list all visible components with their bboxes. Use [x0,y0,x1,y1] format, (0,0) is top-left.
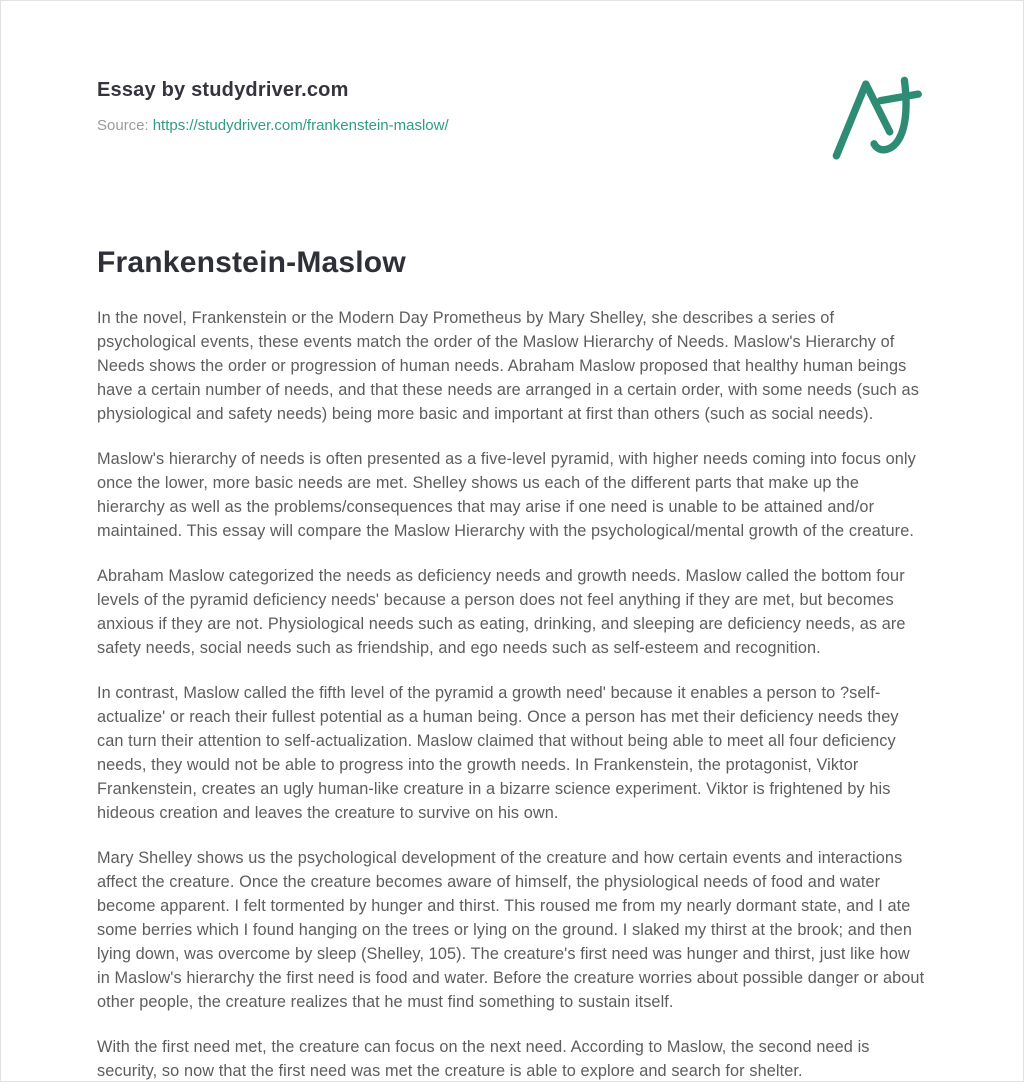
source-line [97,117,927,134]
document-header [97,79,927,134]
essay-paragraph: Mary Shelley shows us the psychological development of the creature and how certain events and interactions affect the creature. Once the creature becomes aware of himself, the physiological needs of food and water become apparent. I felt tormented by hunger and thirst. This roused me from my nearly dormant state, and I ate some berries which I found hanging on the trees or lying on the ground. I slaked my thirst at the brook; and then lying down, was overcome by sleep (Shelley, 105). The creature's first need was hunger and thirst, just like how in Maslow's hierarchy the first need is food and water. Before the creature worries about possible danger or about other people, the creature realizes that he must find something to sustain itself. [97,849,925,1011]
source-label: Source: [97,117,149,134]
studydriver-logo-icon [827,73,923,165]
essay-paragraph: Abraham Maslow categorized the needs as deficiency needs and growth needs. Maslow called the bottom four levels of the pyramid deficiency needs' because a person does not feel anything if they are met, but becomes anxious if they are not. Physiological needs such as eating, drinking, and sleeping are deficiency needs, as are safety needs, social needs such as friendship, and ego needs such as self-esteem and recognition. [97,567,906,657]
essay-byline: Essay by studydriver.com [97,79,349,101]
essay-body [97,306,927,1082]
essay-paragraph: With the first need met, the creature can focus on the next need. According to Maslow, the second need is security, so now that the first need was met the creature is able to explore and search for shelter. [97,1038,870,1080]
essay-paragraph: In the novel, Frankenstein or the Modern Day Prometheus by Mary Shelley, she describes a series of psychological events, these events match the order of the Maslow Hierarchy of Needs. Maslow's Hierarchy of Needs shows the order or progression of human needs. Abraham Maslow proposed that healthy human beings have a certain number of needs, and that these needs are arranged in a certain order, with some needs (such as physiological and safety needs) being more basic and important at first than others (such as social needs). [97,309,919,423]
document-content [1,1,1023,1082]
essay-paragraph: In contrast, Maslow called the fifth level of the pyramid a growth need' because it enables a person to ?self-actualize' or reach their fullest potential as a human being. Once a person has met their deficiency needs they can turn their attention to self-actualization. Maslow claimed that without being able to meet all four deficiency needs, they would not be able to progress into the growth needs. In Frankenstein, the protagonist, Viktor Frankenstein, creates an ugly human-like creature in a bizarre science experiment. Viktor is frightened by his hideous creation and leaves the creature to survive on his own. [97,684,899,822]
essay-paragraph: Maslow's hierarchy of needs is often presented as a five-level pyramid, with higher needs coming into focus only once the lower, more basic needs are met. Shelley shows us each of the different parts that make up the hierarchy as well as the problems/consequences that may arise if one need is unable to be attained and/or maintained. This essay will compare the Maslow Hierarchy with the psychological/mental growth of the creature. [97,450,916,540]
source-url-link[interactable]: https://studydriver.com/frankenstein-maslow/ [152,117,449,134]
essay-title: Frankenstein-Maslow [97,246,406,279]
